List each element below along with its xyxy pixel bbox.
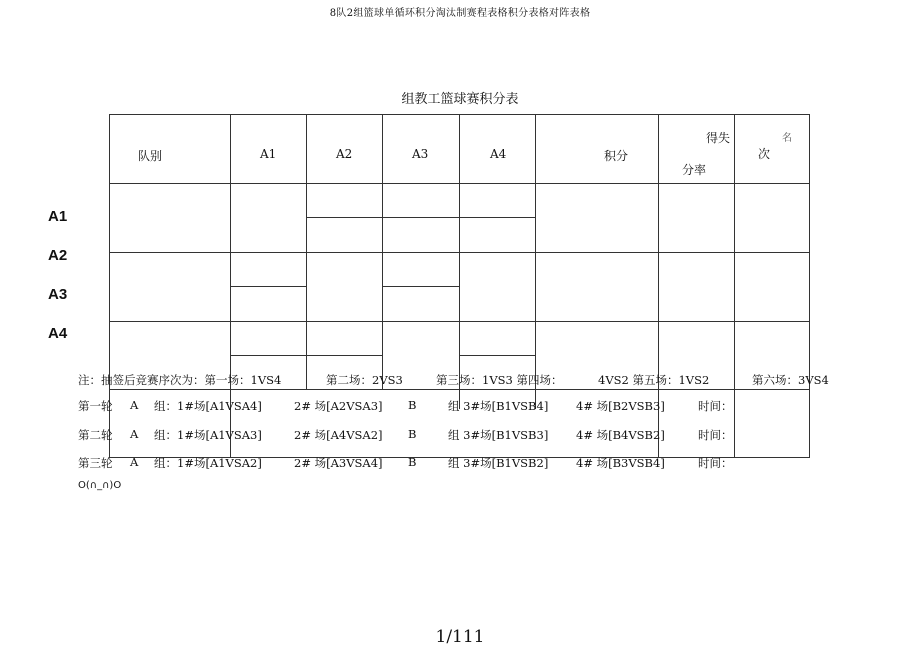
round2-court2: 2# 场[A4VSA2] [294,428,383,442]
note-prefix: 注：抽签后竞赛序次为：第一场：1VS4 [78,373,282,387]
header-a3: A3 [412,147,429,161]
row-label-a2: A2 [48,247,68,264]
header-a1: A1 [260,147,277,161]
note-game6: 第六场：3VS4 [752,373,829,387]
header-ratio-top: 得失 [706,131,731,145]
row-label-a1: A1 [48,208,68,225]
round2-label: 第二轮 [78,428,113,442]
round1-group-a: 组：1#场[A1VSA4] [154,399,262,413]
round3-a: A [130,455,139,469]
row-label-a4: A4 [48,325,68,342]
round2-time: 时间： [698,428,733,442]
round3-time: 时间： [698,456,733,470]
header-ratio-bottom: 分率 [682,163,707,177]
round1-a: A [130,398,139,412]
table-title: 组教工篮球赛积分表 [401,92,519,107]
smile-text: O(∩_∩)O [78,480,122,491]
header-a4: A4 [490,147,507,161]
header-rank-bottom: 次 [758,147,771,161]
round2-group-b: 组 3#场[B1VSB3] [448,428,549,442]
round1-label: 第一轮 [78,399,113,413]
round1-court4: 4# 场[B2VSB3] [576,399,665,413]
round1-b: B [408,398,417,412]
note-game45: 4VS2 第五场：1VS2 [598,373,710,387]
round3-court4: 4# 场[B3VSB4] [576,456,665,470]
note-game3: 第三场：1VS3 第四场： [436,373,563,387]
round3-group-a: 组：1#场[A1VSA2] [154,456,262,470]
header-rank-top: 名 [782,133,792,144]
round3-group-b: 组 3#场[B1VSB2] [448,456,549,470]
row-label-a3: A3 [48,286,68,303]
header-points: 积分 [604,149,629,163]
document-header: 8队2组篮球单循环积分淘汰制赛程表格积分表格对阵表格 [329,8,591,19]
round1-time: 时间： [698,399,733,413]
round2-group-a: 组：1#场[A1VSA3] [154,428,262,442]
round3-label: 第三轮 [78,456,113,470]
round2-a: A [130,427,139,441]
header-a2: A2 [336,147,353,161]
round3-court2: 2# 场[A3VSA4] [294,456,383,470]
round3-b: B [408,455,417,469]
page-number: 1/111 [435,627,485,647]
round1-court2: 2# 场[A2VSA3] [294,399,383,413]
note-game2: 第二场：2VS3 [326,373,403,387]
round1-group-b: 组 3#场[B1VSB4] [448,399,549,413]
round2-court4: 4# 场[B4VSB2] [576,428,665,442]
round2-b: B [408,427,417,441]
header-team: 队别 [138,149,163,163]
